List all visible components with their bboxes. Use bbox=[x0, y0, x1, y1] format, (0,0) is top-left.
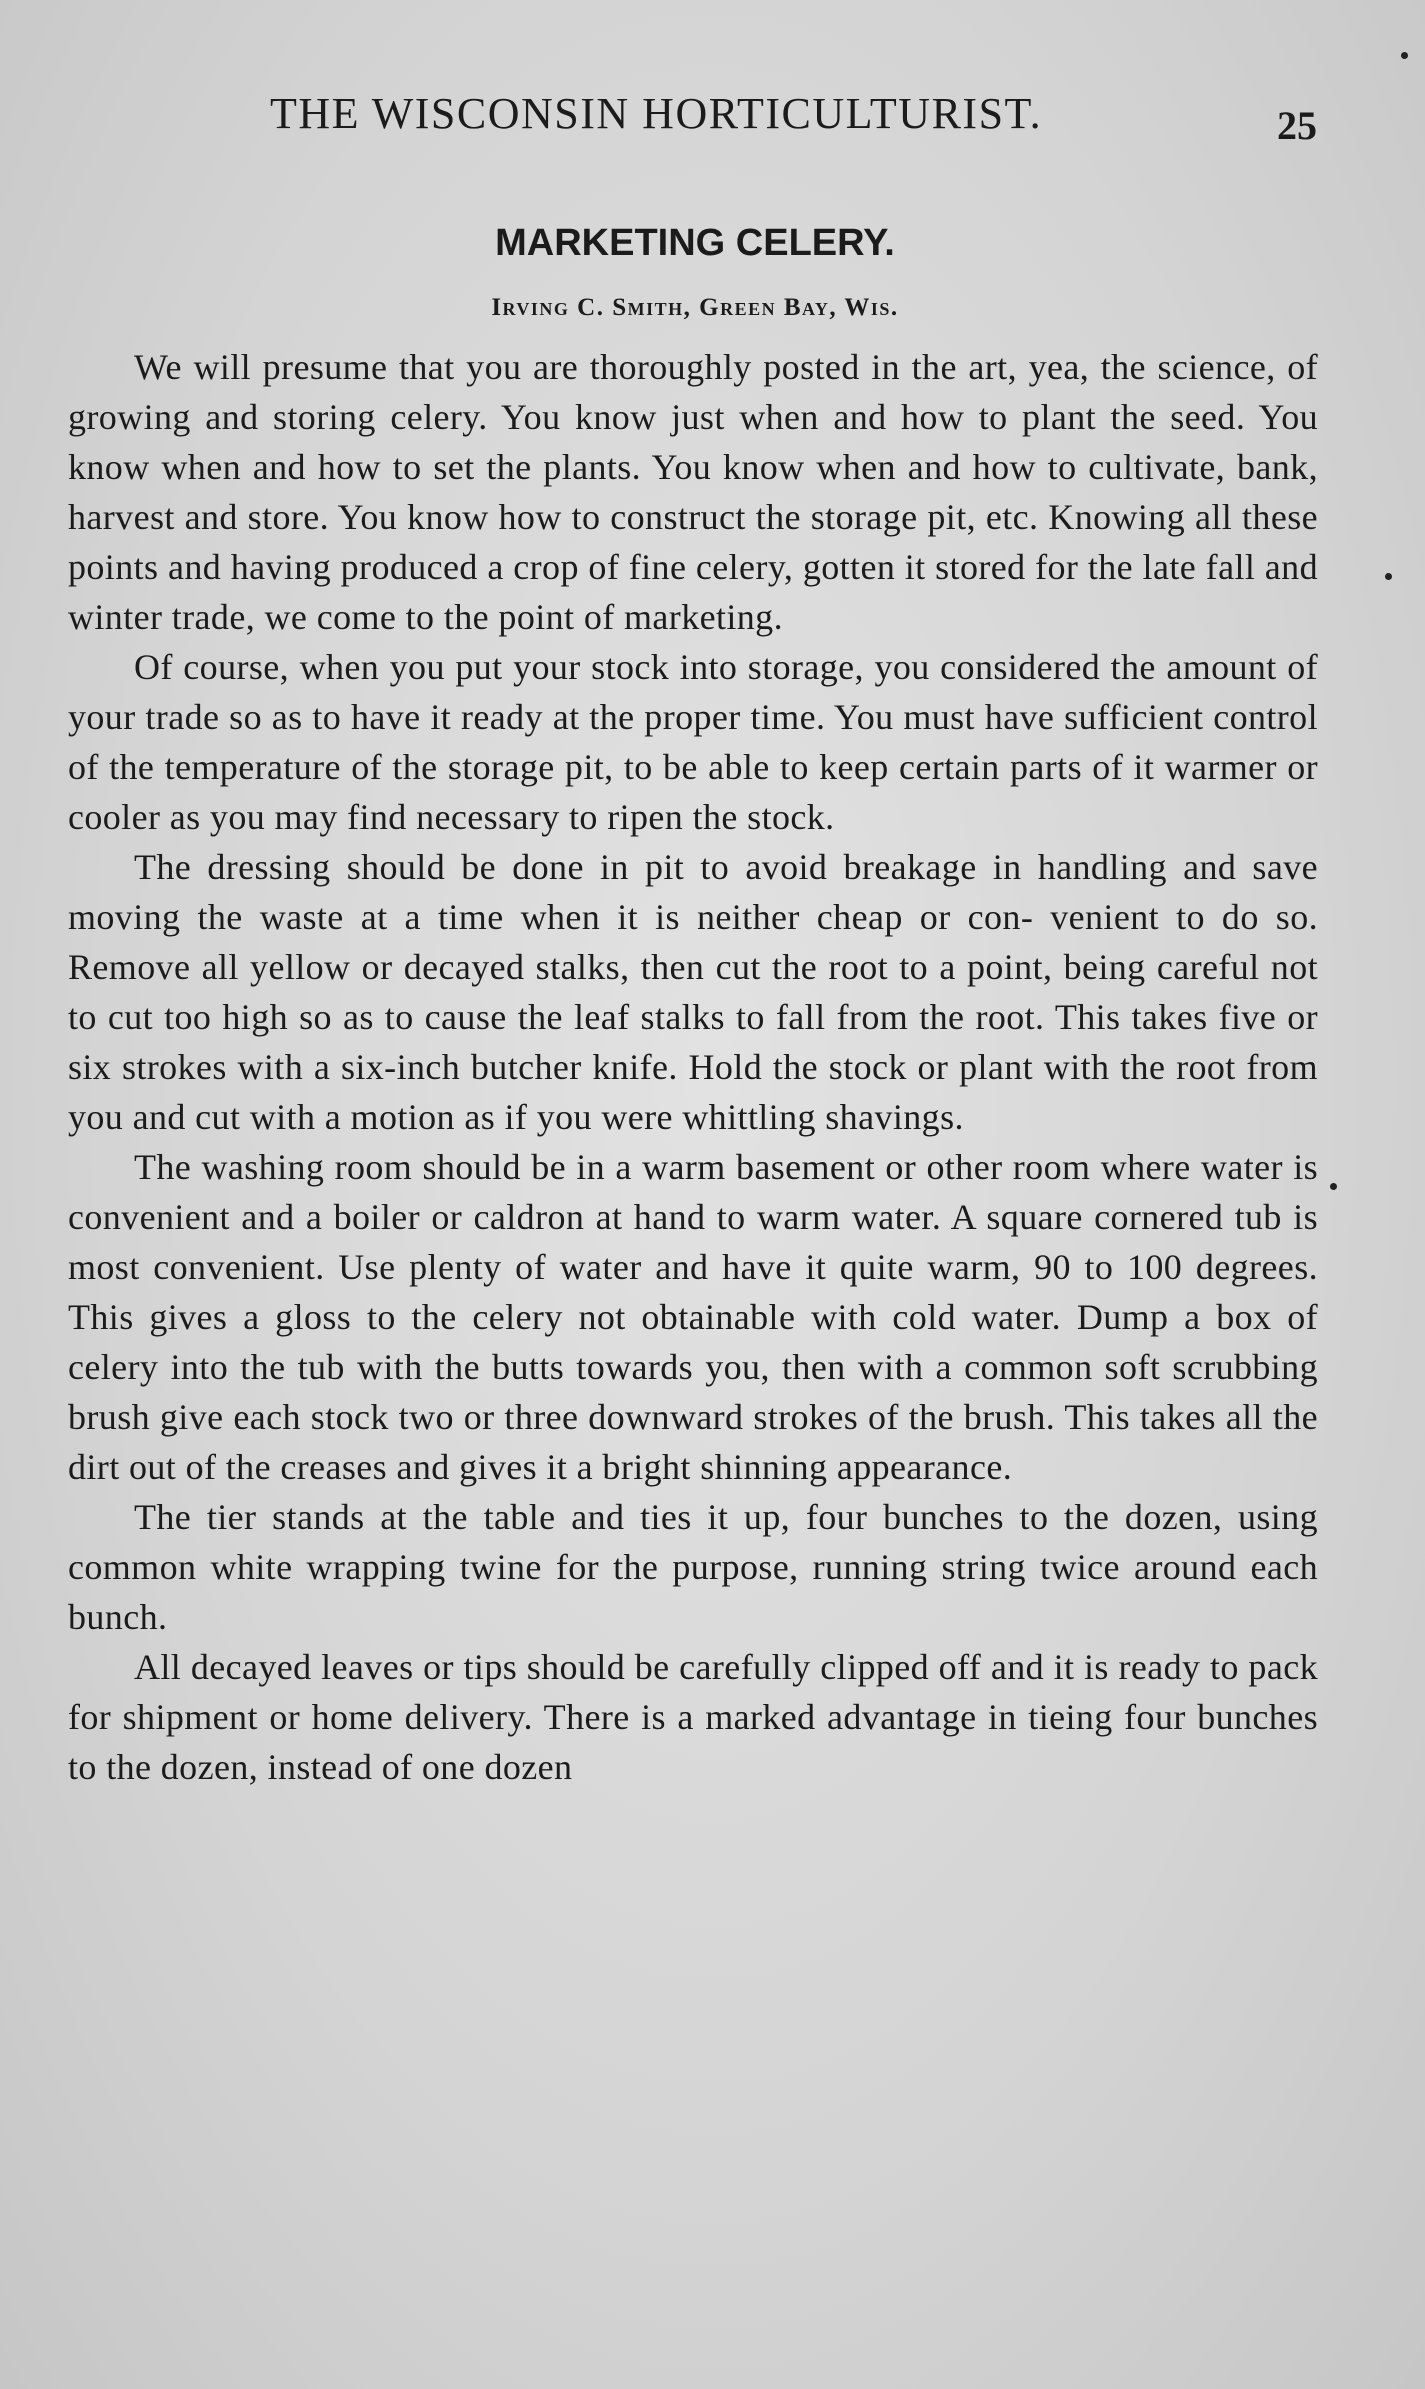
article-body bbox=[68, 342, 1318, 1792]
paragraph: We will presume that you are thoroughly posted in the art, yea, the science, of growing and storing celery. You know just when and how to plant the seed. You know when and how to set the plants. You know when and how to cultivate, bank, harvest and store. You know how to construct the storage pit, etc. Knowing all these points and having produced a crop of fine celery, gotten it stored for the late fall and winter trade, we come to the point of marketing. bbox=[68, 347, 1318, 637]
print-speck bbox=[1330, 1183, 1337, 1190]
paragraph: The tier stands at the table and ties it up, four bunches to the dozen, using common white wrapping twine for the purpose, running string twice around each bunch. bbox=[68, 1497, 1318, 1637]
paragraph: The dressing should be done in pit to avoid breakage in handling and save moving the waste at a time when it is neither cheap or con- venient to do so. Remove all yellow or decayed stalks, then cut the root to a point, being careful not to cut too high so as to cause the leaf stalks to fall from the root. This takes five or six strokes with a six-inch butcher knife. Hold the stock or plant with the root from you and cut with a motion as if you were whittling shavings. bbox=[68, 847, 1318, 1137]
article-byline: Irving C. Smith, Green Bay, Wis. bbox=[491, 294, 899, 321]
paragraph: The washing room should be in a warm basement or other room where water is convenient and a boiler or caldron at hand to warm water. A square cornered tub is most convenient. Use plenty of water and have it quite warm, 90 to 100 degrees. This gives a gloss to the celery not obtainable with cold water. Dump a box of celery into the tub with the butts towards you, then with a common soft scrubbing brush give each stock two or three downward strokes of the brush. This takes all the dirt out of the creases and gives it a bright shinning appearance. bbox=[68, 1147, 1318, 1487]
print-speck bbox=[1385, 573, 1392, 580]
paragraph: Of course, when you put your stock into storage, you considered the amount of your trade so as to have it ready at the proper time. You must have sufficient control of the temperature of the storage pit, to be able to keep certain parts of it warmer or cooler as you may find necessary to ripen the stock. bbox=[68, 647, 1318, 837]
paragraph: All decayed leaves or tips should be carefully clipped off and it is ready to pack for shipment or home delivery. There is a marked advantage in tieing four bunches to the dozen, instead of one dozen bbox=[68, 1647, 1318, 1787]
print-speck bbox=[1401, 52, 1408, 59]
article-title: MARKETING CELERY. bbox=[495, 222, 895, 264]
running-head: THE WISCONSIN HORTICULTURIST. bbox=[270, 89, 1043, 138]
page-number: 25 bbox=[1277, 103, 1317, 148]
